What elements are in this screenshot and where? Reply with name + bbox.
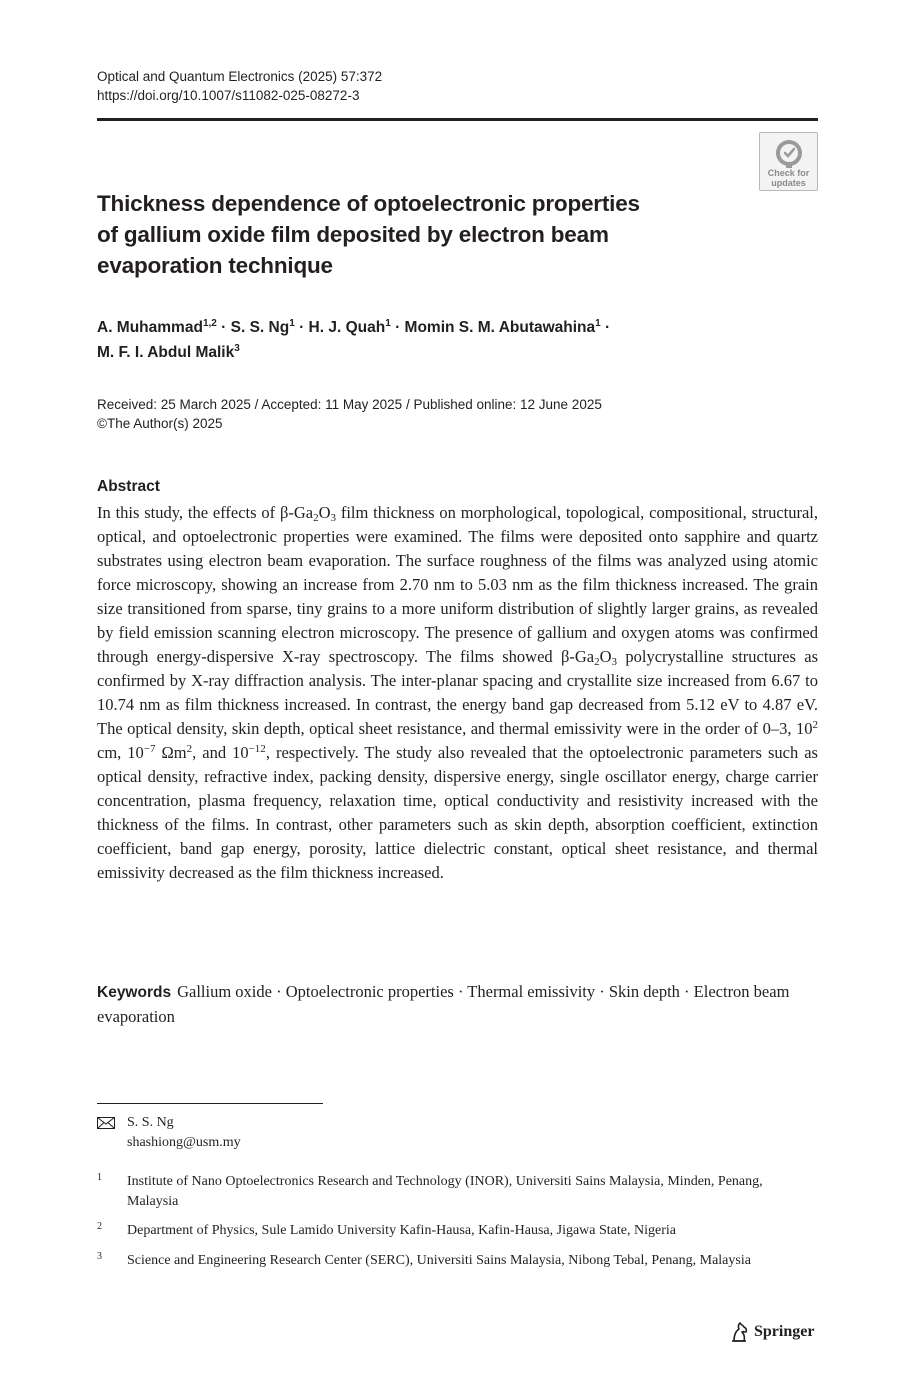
author-name[interactable]: M. F. I. Abdul Malik	[97, 344, 235, 361]
affiliation-text: Institute of Nano Optoelectronics Research and Technology (INOR), Universiti Sains Malaysia, Minden, Penang, Malaysia	[127, 1174, 763, 1209]
affiliation-number: 2	[97, 1221, 102, 1232]
author-name[interactable]: H. J. Quah	[308, 319, 386, 336]
journal-header	[97, 67, 697, 105]
badge-line2: updates	[771, 178, 806, 188]
author-affiliation-ref: 1,2	[202, 318, 217, 329]
title-line-3: evaporation technique	[97, 253, 333, 278]
keywords-label: Keywords	[97, 984, 172, 1001]
author-affiliation-ref: 1	[289, 318, 295, 329]
author-name[interactable]: S. S. Ng	[230, 319, 290, 336]
corresponding-author-email[interactable]: shashiong@usm.my	[127, 1135, 241, 1150]
check-for-updates-badge[interactable]	[759, 132, 818, 191]
author-name[interactable]: Momin S. M. Abutawahina	[404, 319, 596, 336]
corresponding-author	[97, 1113, 797, 1153]
abstract-heading: Abstract	[97, 478, 160, 495]
affiliation-number: 1	[97, 1172, 102, 1183]
abstract-body: In this study, the effects of $\beta-Ga_2O_3$ film thickness on morphological, topological, compositional, structural, optical, and optoelectronic properties were examined. The films were deposited onto sapphire and quartz substrates using electron beam evaporation. The surface roughness of the films was analyzed using atomic force microscopy, showing an increase from 2.70 nm to 5.03 nm as the film thickness increased. The grain size transitioned from sparse, tiny grains to a more uniform distribution of slightly larger grains, as revealed by field emission scanning electron microscopy. The presence of gallium and oxygen atoms was confirmed through energy-dispersive X-ray spectroscopy. The films showed $\beta-Ga_2O_3$ polycrystalline structures as confirmed by X-ray diffraction analysis. The inter-planar spacing and crystallite size increased from 6.67 to 10.74 nm as film thickness increased. In contrast, the energy band gap decreased from 5.12 eV to 4.87 eV. The optical density, skin depth, optical sheet resistance, and thermal emissivity were in the order of 0–3, $10^2$ cm, $10^{-7}$ $\Omega m^2$, and $10^{-12}$, respectively. The study also revealed that the optoelectronic parameters such as optical density, refractive index, packing density, dispersive energy, single oscillator energy, charge carrier concentration, plasma frequency, relaxation time, optical conductivity and resistivity increased with the thickness of the films. In contrast, other parameters such as skin depth, absorption coefficient, extinction coefficient, band gap energy, porosity, lattice dielectric constant, optical sheet resistance, and thermal emissivity decreased as the film thickness increased.	[97, 503, 819, 882]
author-name[interactable]: A. Muhammad	[97, 319, 203, 336]
badge-line1: Check for	[767, 168, 810, 178]
author-affiliation-ref: 3	[234, 343, 240, 354]
journal-citation: Optical and Quantum Electronics (2025) 57:372	[97, 69, 383, 84]
paper-title	[97, 188, 737, 281]
author-affiliation-ref: 1	[595, 318, 601, 329]
doi-link[interactable]: https://doi.org/10.1007/s11082-025-08272-3	[97, 88, 360, 103]
envelope-icon	[97, 1117, 115, 1129]
copyright-line: ©The Author(s) 2025	[97, 416, 223, 431]
header-rule	[97, 118, 818, 121]
title-line-1: Thickness dependence of optoelectronic properties	[97, 191, 640, 216]
affiliation-number: 3	[97, 1251, 102, 1262]
keywords	[97, 980, 818, 1029]
affiliation-2	[97, 1221, 797, 1241]
keywords-text: Gallium oxide · Optoelectronic properties · Thermal emissivity · Skin depth · Electron beam evaporation	[97, 982, 790, 1026]
author-list: A. Muhammad$^{1,2}$ · S. S. $Ng^1 \cdot H$. J. Quah$^1$ · Momin S. M. Abutawahina$^1$ · M. F. I. Abdul Malik$^3$	[97, 318, 611, 361]
publisher-name: Springer	[754, 1323, 815, 1340]
affiliation-3	[97, 1251, 797, 1271]
affiliation-text: Science and Engineering Research Center (SERC), Universiti Sains Malaysia, Nibong Tebal, Penang, Malaysia	[127, 1253, 751, 1268]
title-line-2: of gallium oxide film deposited by electron beam	[97, 222, 609, 247]
springer-horse-icon	[730, 1321, 750, 1343]
footnote-rule	[97, 1103, 323, 1104]
affiliation-1	[97, 1172, 797, 1212]
check-for-updates-icon	[774, 138, 804, 168]
corresponding-author-name: S. S. Ng	[127, 1115, 174, 1130]
history-dates: Received: 25 March 2025 / Accepted: 11 May 2025 / Published online: 12 June 2025	[97, 397, 602, 412]
author-affiliation-ref: 1	[385, 318, 391, 329]
springer-logo	[730, 1320, 814, 1344]
affiliation-text: Department of Physics, Sule Lamido University Kafin-Hausa, Kafin-Hausa, Jigawa State, Nigeria	[127, 1223, 676, 1238]
article-history	[97, 395, 797, 433]
